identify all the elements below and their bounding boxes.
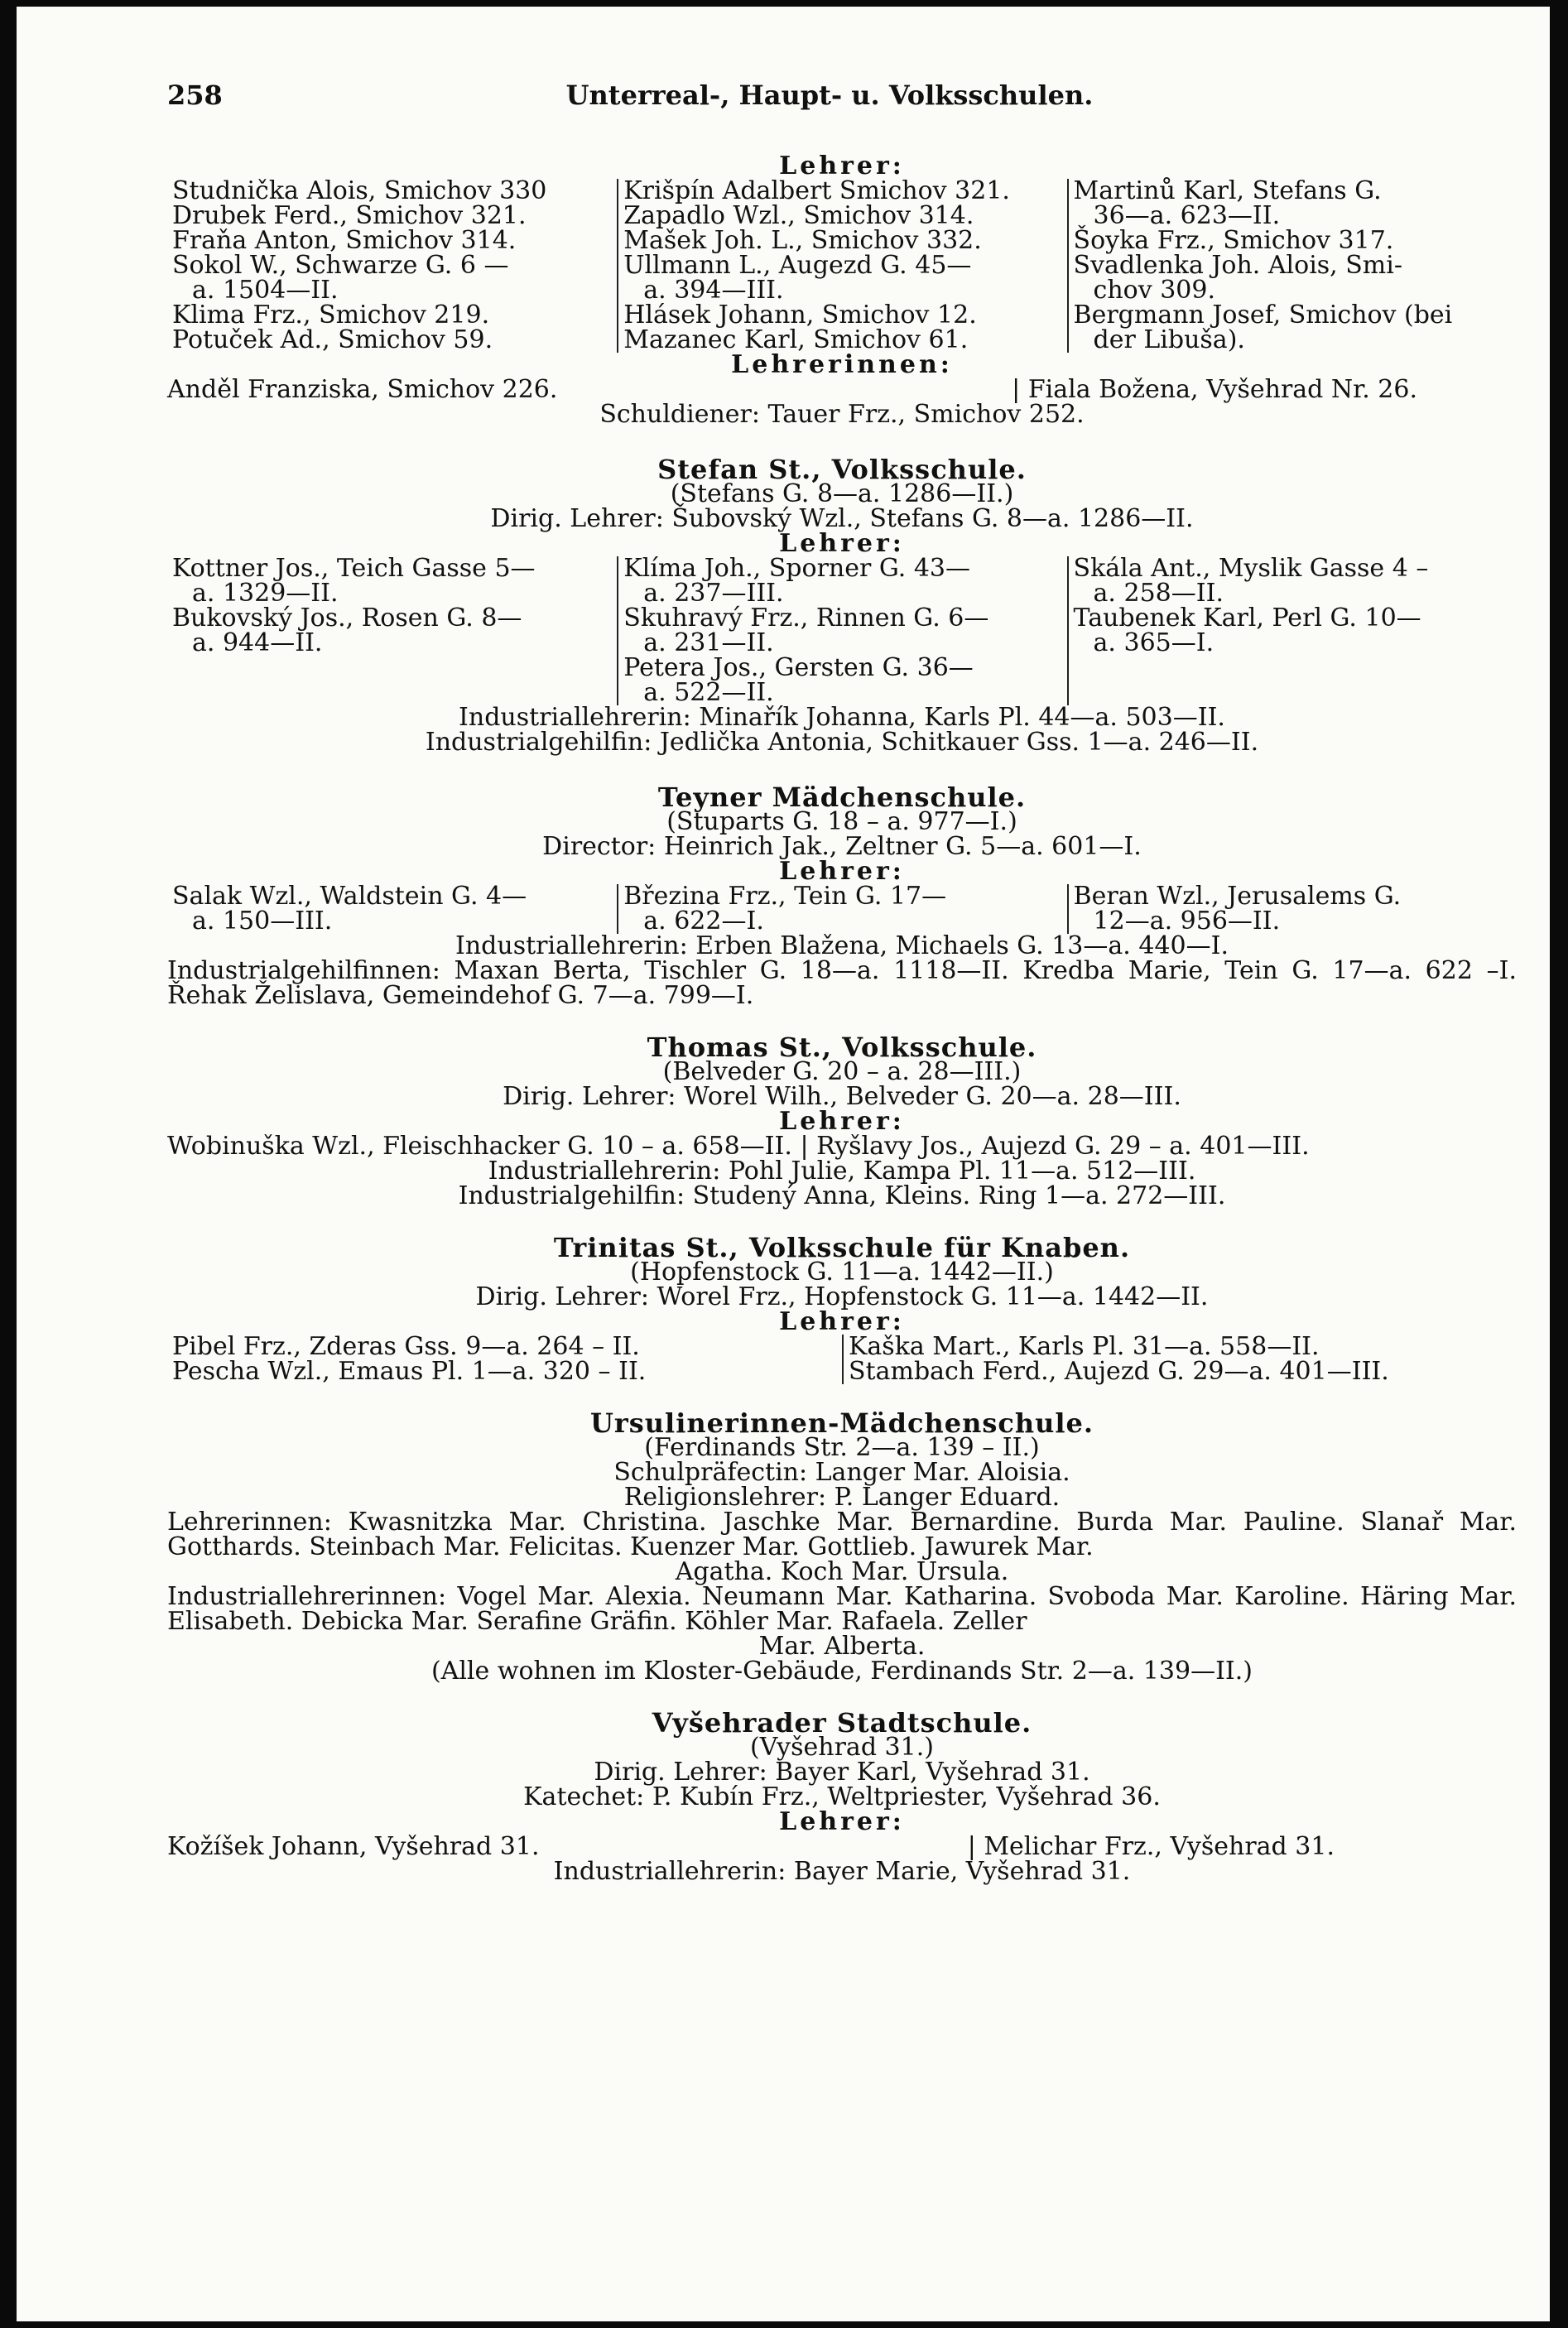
section-address: (Belveder G. 20 – a. 28—III.)	[662, 1057, 1022, 1086]
katechet-line: Katechet: P. Kubín Frz., Weltpriester, Vyšehrad 36.	[523, 1782, 1161, 1811]
industriallehrerin-line: Industriallehrerin: Erben Blažena, Michaels G. 13—a. 440—I.	[455, 931, 1229, 960]
lehrer-column-3	[1067, 176, 1517, 354]
lehrer-column-1	[167, 1332, 842, 1386]
residence-note: (Alle wohnen im Kloster-Gebäude, Ferdinands Str. 2—a. 139—II.)	[430, 1657, 1253, 1686]
entry: a. 365—I.	[1093, 628, 1214, 657]
entry: Fraňa Anton, Smichov 314.	[172, 226, 517, 255]
lehrerinnen-row	[167, 375, 1517, 404]
lehrer-heading: Lehrer:	[779, 1807, 905, 1836]
entry: Kaška Mart., Karls Pl. 31—a. 558—II.	[849, 1332, 1320, 1361]
lehrerinnen-heading: Lehrerinnen:	[731, 350, 953, 379]
book-page	[17, 7, 1550, 2321]
praefectin-line: Schulpräfectin: Langer Mar. Aloisia.	[613, 1458, 1070, 1487]
section-address: (Stefans G. 8—a. 1286—II.)	[670, 479, 1014, 508]
entry: Skuhravý Frz., Rinnen G. 6—	[623, 604, 989, 633]
industrialgehilfin-line: Industrialgehilfin: Studený Anna, Kleins. Ring 1—a. 272—III.	[458, 1181, 1226, 1210]
entry: Taubenek Karl, Perl G. 10—	[1073, 604, 1421, 633]
section-title: Thomas St., Volksschule.	[647, 1032, 1037, 1063]
lehrer-column-1	[167, 884, 617, 934]
entry: a. 622—I.	[643, 907, 764, 936]
entry: Hlásek Johann, Smichov 12.	[623, 301, 977, 329]
entry: | Fiala Božena, Vyšehrad Nr. 26.	[1012, 375, 1417, 404]
religionslehrer-line: Religionslehrer: P. Langer Eduard.	[623, 1483, 1061, 1512]
entry: Pescha Wzl., Emaus Pl. 1—a. 320 – II.	[172, 1357, 647, 1386]
lehrer-heading: Lehrer:	[779, 529, 905, 558]
entry: a. 944—II.	[192, 628, 323, 657]
entry: 36—a. 623—II.	[1093, 201, 1281, 230]
lehrer-columns	[167, 884, 1517, 934]
lehrer-heading: Lehrer:	[779, 1307, 905, 1336]
lehrer-heading: Lehrer:	[779, 152, 905, 180]
entry: Studnička Alois, Smichov 330	[172, 176, 547, 205]
entry: a. 522—II.	[643, 678, 774, 707]
page-header	[167, 79, 1492, 116]
section-address: (Ferdinands Str. 2—a. 139 – II.)	[644, 1433, 1040, 1462]
industrialgehilfin-line: Industrialgehilfin: Jedlička Antonia, Schitkauer Gss. 1—a. 246—II.	[425, 728, 1259, 757]
lehrer-heading: Lehrer:	[779, 1107, 905, 1136]
entry: Martinů Karl, Stefans G.	[1073, 176, 1382, 205]
director-line: Director: Heinrich Jak., Zeltner G. 5—a. 601—I.	[542, 832, 1142, 861]
entry: a. 1504—II.	[192, 276, 339, 305]
entry: a. 1329—II.	[192, 579, 339, 608]
lehrer-heading: Lehrer:	[779, 857, 905, 886]
entry: Pibel Frz., Zderas Gss. 9—a. 264 – II.	[172, 1332, 640, 1361]
section-address: (Vyšehrad 31.)	[750, 1733, 934, 1762]
entry: Klima Frz., Smichov 219.	[172, 301, 490, 329]
entry: Potuček Ad., Smichov 59.	[172, 325, 493, 354]
page-number: 258	[167, 79, 223, 111]
entry: Klíma Joh., Sporner G. 43—	[623, 554, 971, 583]
lehrer-column-1	[167, 556, 617, 705]
entry: Mazanec Karl, Smichov 61.	[623, 325, 969, 354]
director-line: Dirig. Lehrer: Worel Frz., Hopfenstock G. 11—a. 1442—II.	[475, 1282, 1209, 1311]
entry: Anděl Franziska, Smichov 226.	[167, 375, 558, 404]
industriallehrerin-line: Industriallehrerin: Bayer Marie, Vyšehrad 31.	[553, 1857, 1131, 1886]
entry: der Libuša).	[1093, 325, 1245, 354]
industriallehrerin-line: Industriallehrerin: Pohl Julie, Kampa Pl. 11—a. 512—III.	[488, 1157, 1196, 1186]
entry: 12—a. 956—II.	[1093, 907, 1281, 936]
entry: Ullmann L., Augezd G. 45—	[623, 251, 972, 280]
entry: Sokol W., Schwarze G. 6 —	[172, 251, 509, 280]
lehrerinnen-continuation: Agatha. Koch Mar. Ursula.	[675, 1557, 1009, 1586]
section-title: Vyšehrader Stadtschule.	[652, 1707, 1032, 1739]
director-line: Dirig. Lehrer: Šubovský Wzl., Stefans G. 8—a. 1286—II.	[490, 504, 1194, 533]
page-content	[167, 154, 1517, 1884]
entry: Březina Frz., Tein G. 17—	[623, 882, 947, 911]
entry: Mašek Joh. L., Smichov 332.	[623, 226, 982, 255]
entry: Kožíšek Johann, Vyšehrad 31.	[167, 1832, 540, 1861]
lehrer-columns	[167, 1332, 1517, 1386]
entry: Salak Wzl., Waldstein G. 4—	[172, 882, 527, 911]
entry: Beran Wzl., Jerusalems G.	[1073, 882, 1402, 911]
entry: Kottner Jos., Teich Gasse 5—	[172, 554, 536, 583]
running-title: Unterreal-, Haupt- u. Volksschulen.	[565, 79, 1094, 111]
entry: a. 231—II.	[643, 628, 774, 657]
entry: a. 237—III.	[643, 579, 784, 608]
lehrer-column-3	[1067, 884, 1517, 934]
entry: a. 394—III.	[643, 276, 784, 305]
lehrer-column-1	[167, 176, 617, 354]
section-title: Ursulinerinnen-Mädchenschule.	[589, 1407, 1094, 1439]
entry: Drubek Ferd., Smichov 321.	[172, 201, 527, 230]
entry: Bergmann Josef, Smichov (bei	[1073, 301, 1453, 329]
lehrer-column-2	[617, 176, 1066, 354]
entry: Skála Ant., Myslik Gasse 4 –	[1073, 554, 1429, 583]
industriallehrerin-line: Industriallehrerin: Minařík Johanna, Karls Pl. 44—a. 503—II.	[459, 703, 1225, 732]
entry: Svadlenka Joh. Alois, Smi-	[1073, 251, 1402, 280]
section-title: Stefan St., Volksschule.	[657, 454, 1027, 485]
lehrer-column-2	[617, 884, 1066, 934]
industriallehrerinnen-continuation: Mar. Alberta.	[758, 1632, 926, 1661]
lehrer-entry-line: Wobinuška Wzl., Fleischhacker G. 10 – a. 658—II. | Ryšlavy Jos., Aujezd G. 29 – a. 401—III.	[167, 1132, 1310, 1161]
entry: Zapadlo Wzl., Smichov 314.	[623, 201, 974, 230]
entry: Stambach Ferd., Aujezd G. 29—a. 401—III.	[849, 1357, 1389, 1386]
schuldiener-line: Schuldiener: Tauer Frz., Smichov 252.	[599, 400, 1085, 429]
entry: a. 150—III.	[192, 907, 333, 936]
entry: | Melichar Frz., Vyšehrad 31.	[967, 1832, 1335, 1861]
lehrer-columns	[167, 556, 1517, 705]
entry: chov 309.	[1093, 276, 1215, 305]
lehrer-column-3	[1067, 556, 1517, 705]
section-address: (Stuparts G. 18 – a. 977—I.)	[666, 807, 1017, 836]
industriallehrerinnen-paragraph: Industriallehrerinnen: Vogel Mar. Alexia. Neumann Mar. Katharina. Svoboda Mar. Karoline. Häring Mar. Elisabeth. Debicka Mar. Serafine Gräfin. Köhler Mar. Rafaela. Zeller	[167, 1582, 1517, 1636]
entry: Krišpín Adalbert Smichov 321.	[623, 176, 1010, 205]
lehrer-row	[167, 1832, 1517, 1861]
lehrer-column-2	[842, 1332, 1517, 1386]
section-address: (Hopfenstock G. 11—a. 1442—II.)	[630, 1258, 1054, 1287]
lehrer-column-2	[617, 556, 1066, 705]
industrialgehilfinnen-paragraph: Industrialgehilfinnen: Maxan Berta, Tischler G. 18—a. 1118—II. Kredba Marie, Tein G. 17—a. 622 –I. Řehak Želislava, Gemeindehof G. 7—a. 799—I.	[167, 956, 1517, 1010]
director-line: Dirig. Lehrer: Bayer Karl, Vyšehrad 31.	[594, 1758, 1090, 1787]
entry: Petera Jos., Gersten G. 36—	[623, 653, 974, 682]
section-title: Teyner Mädchenschule.	[657, 782, 1027, 813]
entry: a. 258—II.	[1093, 579, 1224, 608]
section-title: Trinitas St., Volksschule für Knaben.	[553, 1232, 1131, 1263]
director-line: Dirig. Lehrer: Worel Wilh., Belveder G. 20—a. 28—III.	[503, 1082, 1181, 1111]
entry: Bukovský Jos., Rosen G. 8—	[172, 604, 522, 633]
entry: Šoyka Frz., Smichov 317.	[1073, 226, 1394, 255]
lehrerinnen-paragraph: Lehrerinnen: Kwasnitzka Mar. Christina. Jaschke Mar. Bernardine. Burda Mar. Pauline. Slanař Mar. Gotthards. Steinbach Mar. Felicitas. Kuenzer Mar. Gottlieb. Jawurek Mar.	[167, 1508, 1517, 1561]
lehrer-columns	[167, 176, 1517, 354]
